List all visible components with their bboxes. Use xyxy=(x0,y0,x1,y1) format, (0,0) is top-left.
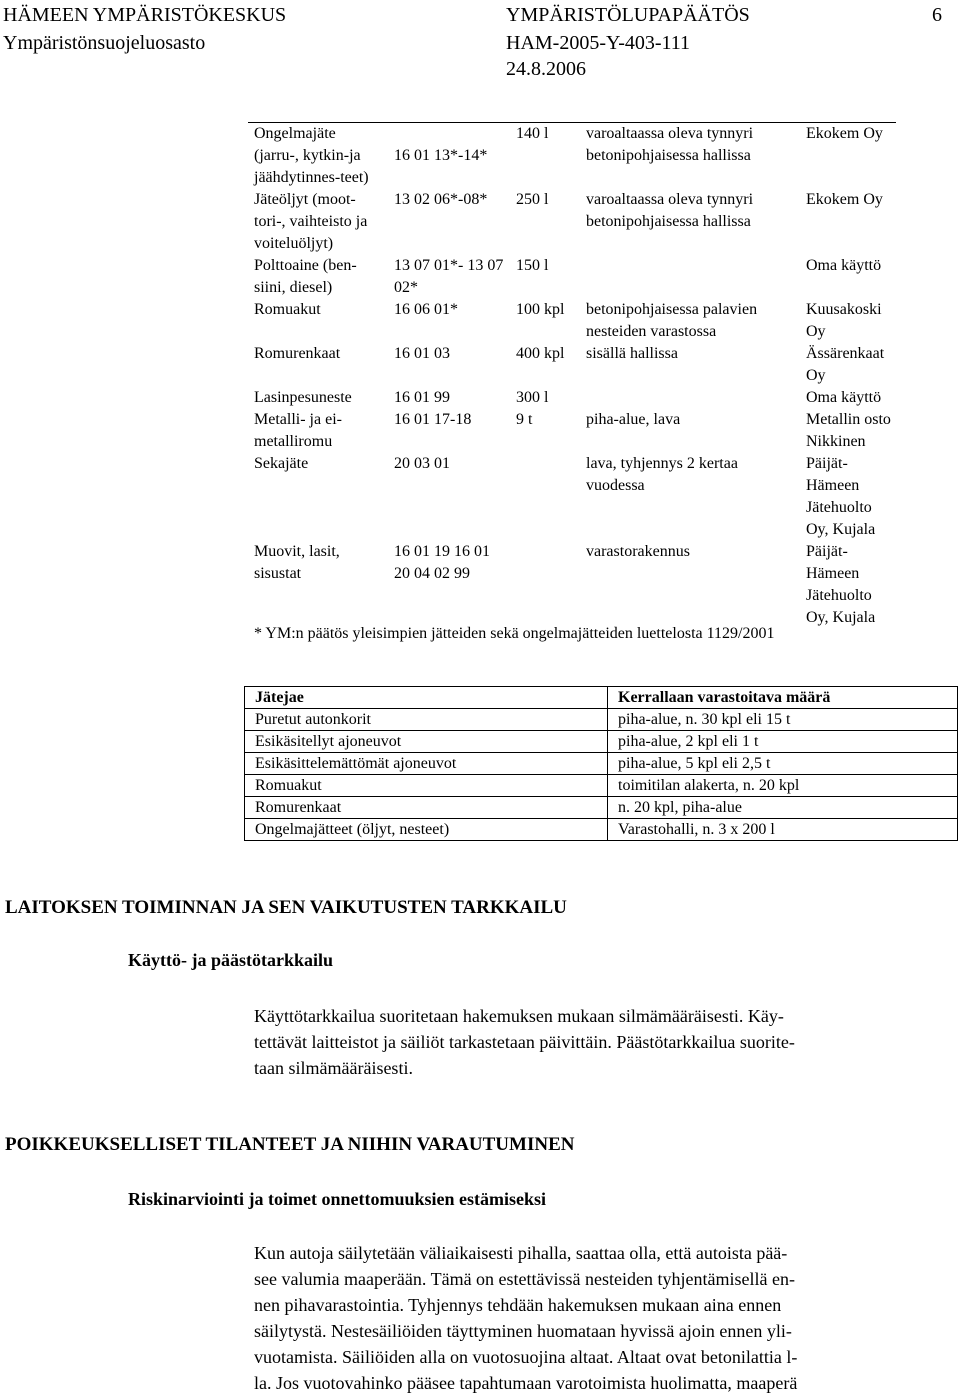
waste-amount: 100 kpl xyxy=(516,301,565,318)
waste-amount: 300 l xyxy=(516,389,549,406)
page-number: 6 xyxy=(932,4,942,26)
waste-code: 16 06 01* xyxy=(394,301,458,318)
fraction-cell: Esikäsitellyt ajoneuvot xyxy=(245,731,608,753)
table-row xyxy=(248,343,896,387)
waste-storage: betonipohjaisessa palavien nesteiden varastossa xyxy=(586,301,758,340)
table-row xyxy=(248,541,896,629)
waste-code: 13 07 01*- 13 07 02* xyxy=(394,257,504,296)
unit-name: Ympäristönsuojeluosasto xyxy=(3,32,206,54)
body-line: see valumia maaperään. Tämä on estettävissä nesteiden tyhjentämisellä en- xyxy=(254,1269,795,1289)
table-row xyxy=(245,797,958,819)
table-row xyxy=(248,299,896,343)
org-name: HÄMEEN YMPÄRISTÖKESKUS xyxy=(3,4,287,26)
waste-storage xyxy=(580,255,800,299)
doc-type: YMPÄRISTÖLUPAPÄÄTÖS xyxy=(506,4,750,26)
waste-type: Romuakut xyxy=(254,301,321,318)
fraction-cell: Romuakut xyxy=(245,775,608,797)
waste-code: 16 01 99 xyxy=(394,389,450,406)
waste-type: Sekajäte xyxy=(254,455,309,472)
table-row xyxy=(245,775,958,797)
table-row xyxy=(248,255,896,299)
fraction-cell: Ongelmajätteet (öljyt, nesteet) xyxy=(245,819,608,841)
amount-cell: piha-alue, n. 30 kpl eli 15 t xyxy=(608,709,958,731)
waste-code: 16 01 19 16 01 20 04 02 99 xyxy=(394,543,490,582)
table-row xyxy=(245,731,958,753)
body-line: la. Jos vuotovahinko pääsee tapahtumaan varotoimista huolimatta, maaperä xyxy=(254,1373,798,1393)
waste-code: 13 02 06*-08* xyxy=(394,191,488,208)
waste-type: Romurenkaat xyxy=(254,345,341,362)
waste-storage: lava, tyhjennys 2 kertaa vuodessa xyxy=(586,455,738,494)
fraction-cell: Esikäsittelemättömät ajoneuvot xyxy=(245,753,608,775)
table-row xyxy=(248,123,896,190)
section-subheading: Riskinarviointi ja toimet onnettomuuksien estämiseksi xyxy=(128,1189,547,1209)
table-row xyxy=(248,189,896,255)
waste-storage: varastorakennus xyxy=(586,543,690,560)
doc-id: HAM-2005-Y-403-111 xyxy=(506,32,691,54)
waste-amount xyxy=(510,453,580,541)
waste-recipient: Päijät-Hämeen Jätehuolto Oy, Kujala xyxy=(806,455,876,538)
waste-amount: 250 l xyxy=(516,191,549,208)
table-footnote: * YM:n päätös yleisimpien jätteiden sekä ongelmajätteiden luettelosta 1129/2001 xyxy=(254,625,775,642)
waste-amount: 9 t xyxy=(516,411,533,428)
column-header: Jätejae xyxy=(245,687,608,709)
amount-cell: toimitilan alakerta, n. 20 kpl xyxy=(608,775,958,797)
waste-amount: 150 l xyxy=(516,257,549,274)
waste-type: Lasinpesuneste xyxy=(254,389,352,406)
waste-amount xyxy=(510,541,580,629)
amount-cell: n. 20 kpl, piha-alue xyxy=(608,797,958,819)
body-line: Kun autoja säilytetään väliaikaisesti pihalla, saattaa olla, että autoista pää- xyxy=(254,1243,788,1263)
waste-recipient: Oma käyttö xyxy=(806,257,882,274)
fraction-cell: Puretut autonkorit xyxy=(245,709,608,731)
waste-code: 20 03 01 xyxy=(394,455,450,472)
body-line: taan silmämääräisesti. xyxy=(254,1058,413,1078)
waste-recipient: Päijät-Hämeen Jätehuolto Oy, Kujala xyxy=(806,543,876,626)
waste-code: 16 01 17-18 xyxy=(394,411,472,428)
table-header-row xyxy=(245,687,958,709)
section-heading: POIKKEUKSELLISET TILANTEET JA NIIHIN VARAUTUMINEN xyxy=(5,1134,575,1155)
waste-storage: piha-alue, lava xyxy=(586,411,681,428)
doc-date: 24.8.2006 xyxy=(506,58,586,80)
body-line: säilytystä. Nestesäiliöiden täyttyminen huomataan hyvissä ajoin ennen yli- xyxy=(254,1321,792,1341)
table-row xyxy=(245,819,958,841)
table-row xyxy=(248,409,896,453)
storage-table xyxy=(244,686,958,841)
amount-cell: Varastohalli, n. 3 x 200 l xyxy=(608,819,958,841)
waste-code: 16 01 03 xyxy=(394,345,450,362)
section-heading: LAITOKSEN TOIMINNAN JA SEN VAIKUTUSTEN TARKKAILU xyxy=(5,897,567,918)
waste-type: Polttoaine (ben-siini, diesel) xyxy=(254,257,357,296)
fraction-cell: Romurenkaat xyxy=(245,797,608,819)
waste-recipient: Ekokem Oy xyxy=(800,123,896,190)
body-line: Käyttötarkkailua suoritetaan hakemuksen mukaan silmämääräisesti. Käy- xyxy=(254,1006,784,1026)
body-line: tettävät laitteistot ja säiliöt tarkastetaan päivittäin. Päästötarkkailua suorite- xyxy=(254,1032,795,1052)
waste-code: 16 01 13*-14* xyxy=(388,123,510,190)
waste-type: Muovit, lasit, sisustat xyxy=(254,543,340,582)
body-line: vuotamista. Säiliöiden alla on vuotosuojina altaat. Altaat ovat betonilattia l- xyxy=(254,1347,798,1367)
waste-type: Metalli- ja ei-metalliromu xyxy=(254,411,342,450)
waste-storage: sisällä hallissa xyxy=(586,345,678,362)
waste-type: Jäteöljyt (moot-tori-, vaihteisto ja voiteluöljyt) xyxy=(254,191,368,252)
waste-recipient: Kuusakoski Oy xyxy=(806,301,882,340)
body-line: nen pihavarastointia. Tyhjennys tehdään hakemuksen mukaan aina ennen xyxy=(254,1295,782,1315)
waste-storage: varoaltaassa oleva tynnyri betonipohjaisessa hallissa xyxy=(580,123,800,190)
waste-storage: varoaltaassa oleva tynnyri betonipohjaisessa hallissa xyxy=(586,191,754,230)
waste-recipient: Oma käyttö xyxy=(806,389,882,406)
waste-storage xyxy=(580,387,800,409)
waste-recipient: Ekokem Oy xyxy=(806,191,883,208)
table-row xyxy=(248,387,896,409)
table-row xyxy=(248,453,896,541)
waste-amount: 400 kpl xyxy=(516,345,565,362)
table-row xyxy=(245,753,958,775)
table-row xyxy=(245,709,958,731)
waste-type: Ongelmajäte (jarru-, kytkin-ja jäähdytinnes-teet) xyxy=(248,123,388,190)
amount-cell: piha-alue, 5 kpl eli 2,5 t xyxy=(608,753,958,775)
waste-table xyxy=(248,122,896,629)
waste-recipient: Metallin osto Nikkinen xyxy=(806,411,891,450)
waste-recipient: Ässärenkaat Oy xyxy=(806,345,885,384)
column-header: Kerrallaan varastoitava määrä xyxy=(608,687,958,709)
amount-cell: piha-alue, 2 kpl eli 1 t xyxy=(608,731,958,753)
waste-amount: 140 l xyxy=(510,123,580,190)
section-subheading: Käyttö- ja päästötarkkailu xyxy=(128,950,334,970)
